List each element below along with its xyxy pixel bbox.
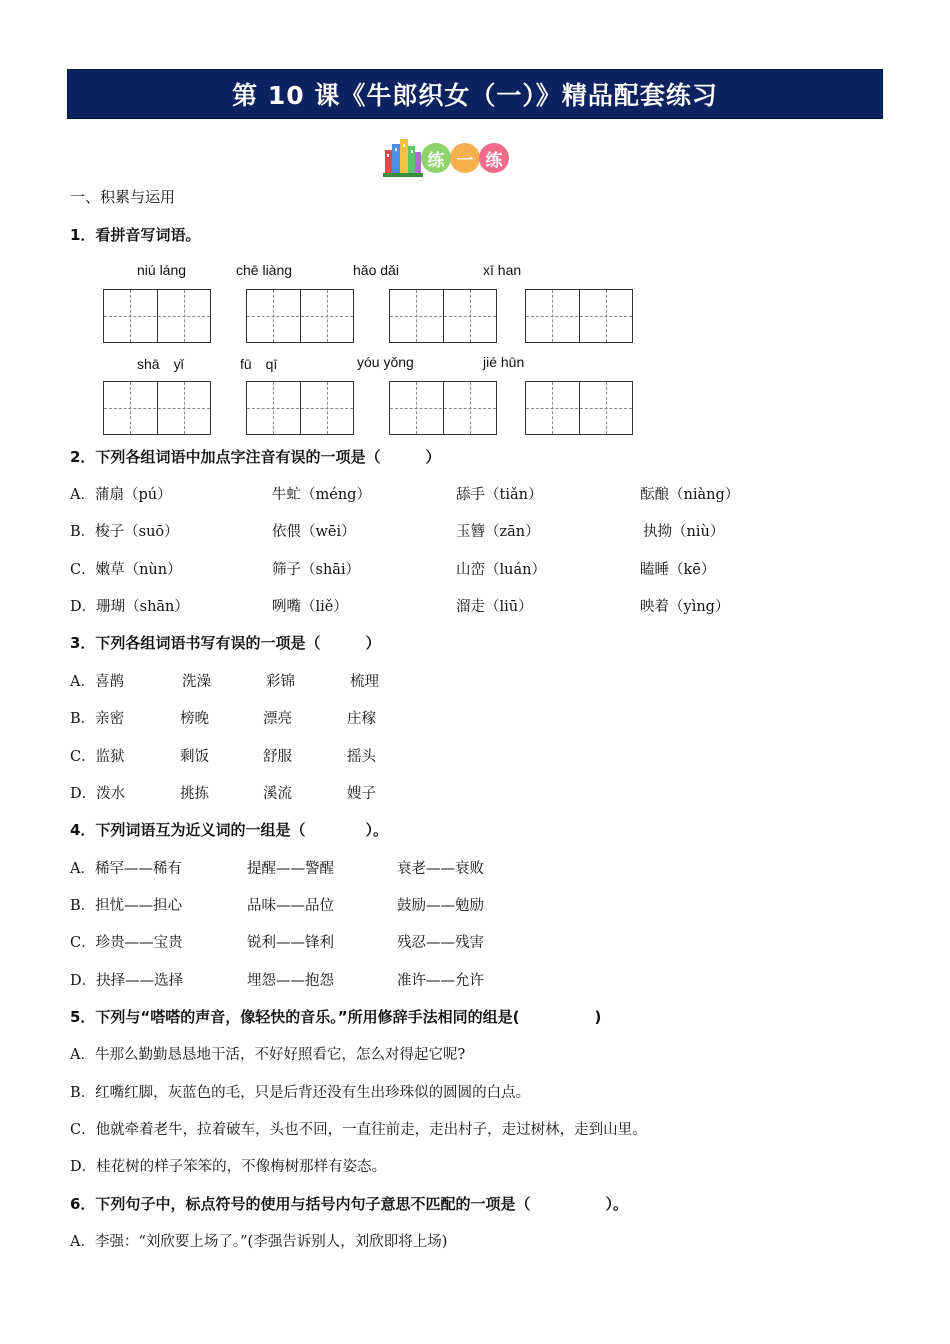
q2-c-1: C．嫩草（nùn） [70, 562, 182, 578]
writing-grid[interactable] [103, 289, 211, 343]
q4-d-3: 准许——允许 [397, 973, 484, 989]
q2-b-1: B．梭子（suō） [70, 524, 179, 540]
pinyin-8: jié hūn [483, 354, 525, 370]
q4-c-1: C．珍贵——宝贵 [70, 935, 183, 951]
q3-c-3: 舒服 [263, 749, 292, 765]
q4-c-2: 锐利——锋利 [247, 935, 334, 951]
question-6-title: 6．下列句子中，标点符号的使用与括号内句子意思不匹配的一项是（ ）。 [70, 1195, 628, 1213]
q2-c-2: 筛子（shāi） [272, 562, 361, 578]
q2-d-1: D．珊瑚（shān） [70, 599, 189, 615]
q4-b-3: 鼓励——勉励 [397, 898, 484, 914]
q5-option-a: A．牛那么勤勤恳恳地干活，不好好照看它，怎么对得起它呢? [70, 1047, 466, 1063]
q4-a-1: A．稀罕——稀有 [70, 861, 182, 877]
page-title: 第 10 课《牛郎织女（一）》精品配套练习 [67, 69, 883, 119]
section-heading: 一、积累与运用 [70, 188, 176, 206]
q2-b-3: 玉簪（zān） [456, 524, 540, 540]
q3-b-4: 庄稼 [347, 711, 376, 727]
pinyin-5: shā yǐ [137, 356, 184, 372]
pinyin-7: yóu yǒng [357, 354, 414, 370]
question-2-title: 2．下列各组词语中加点字注音有误的一项是（ ） [70, 448, 441, 466]
q4-d-2: 埋怨——抱怨 [247, 973, 334, 989]
q2-d-2: 咧嘴（liě） [272, 599, 348, 615]
q3-d-1: D．泼水 [70, 786, 126, 802]
q3-c-1: C．监狱 [70, 749, 125, 765]
q2-c-4: 瞌睡（kē） [640, 562, 716, 578]
writing-grid[interactable] [389, 381, 497, 435]
q3-b-1: B．亲密 [70, 711, 125, 727]
practice-badge [383, 136, 513, 178]
question-5-title: 5．下列与“嗒嗒的声音，像轻快的音乐。”所用修辞手法相同的组是( ) [70, 1008, 602, 1026]
q5-option-b: B．红嘴红脚，灰蓝色的毛，只是后背还没有生出珍珠似的圆圆的白点。 [70, 1085, 531, 1101]
q6-option-a: A．李强：“刘欣要上场了。”(李强告诉别人，刘欣即将上场) [70, 1234, 448, 1250]
q2-a-3: 舔手（tiǎn） [456, 487, 543, 503]
q2-c-3: 山峦（luán） [456, 562, 546, 578]
question-3-title: 3．下列各组词语书写有误的一项是（ ） [70, 634, 381, 652]
q2-a-4: 酝酿（niàng） [640, 487, 740, 503]
colored-buildings-icon [383, 136, 423, 178]
q2-a-1: A．蒲扇（pú） [70, 487, 172, 503]
q3-d-2: 挑拣 [180, 786, 209, 802]
q3-a-1: A．喜鹊 [70, 674, 124, 690]
pinyin-4: xī han [483, 262, 522, 278]
q2-b-4: 执拗（niù） [643, 524, 725, 540]
q5-option-c: C．他就牵着老牛，拉着破车，头也不回，一直往前走，走出村子，走过树林，走到山里。 [70, 1122, 647, 1138]
q3-b-2: 榜晚 [180, 711, 209, 727]
q4-b-1: B．担忧——担心 [70, 898, 183, 914]
writing-grid[interactable] [103, 381, 211, 435]
q3-a-4: 梳理 [350, 674, 379, 690]
q3-a-2: 洗澡 [182, 674, 211, 690]
pinyin-3: hǎo dǎi [353, 262, 399, 278]
q2-d-4: 映着（yìng） [640, 599, 730, 615]
q3-a-3: 彩锦 [266, 674, 295, 690]
badge-char-1: 练 [421, 143, 451, 173]
q4-a-3: 衰老——衰败 [397, 861, 484, 877]
pinyin-2: chē liàng [236, 262, 293, 278]
question-1-title: 1．看拼音写词语。 [70, 226, 201, 244]
writing-grid[interactable] [389, 289, 497, 343]
q3-b-3: 漂亮 [263, 711, 292, 727]
pinyin-6: fū qī [240, 356, 278, 372]
q3-d-4: 嫂子 [347, 786, 376, 802]
badge-char-2: 一 [450, 143, 480, 173]
q2-d-3: 溜走（liū） [456, 599, 533, 615]
pinyin-1: niú láng [137, 262, 187, 278]
q3-d-3: 溪流 [263, 786, 292, 802]
q4-a-2: 提醒——警醒 [247, 861, 334, 877]
q4-c-3: 残忍——残害 [397, 935, 484, 951]
question-4-title: 4．下列词语互为近义词的一组是（ ）。 [70, 821, 388, 839]
writing-grid[interactable] [525, 289, 633, 343]
q5-option-d: D．桂花树的样子笨笨的，不像梅树那样有姿态。 [70, 1159, 387, 1175]
writing-grid[interactable] [246, 381, 354, 435]
q2-b-2: 依偎（wēi） [272, 524, 356, 540]
writing-grid[interactable] [525, 381, 633, 435]
q4-d-1: D．抉择——选择 [70, 973, 184, 989]
q4-b-2: 品味——品位 [247, 898, 334, 914]
q2-a-2: 牛虻（méng） [272, 487, 371, 503]
q3-c-2: 剩饭 [180, 749, 209, 765]
badge-char-3: 练 [479, 143, 509, 173]
q3-c-4: 摇头 [347, 749, 376, 765]
writing-grid[interactable] [246, 289, 354, 343]
